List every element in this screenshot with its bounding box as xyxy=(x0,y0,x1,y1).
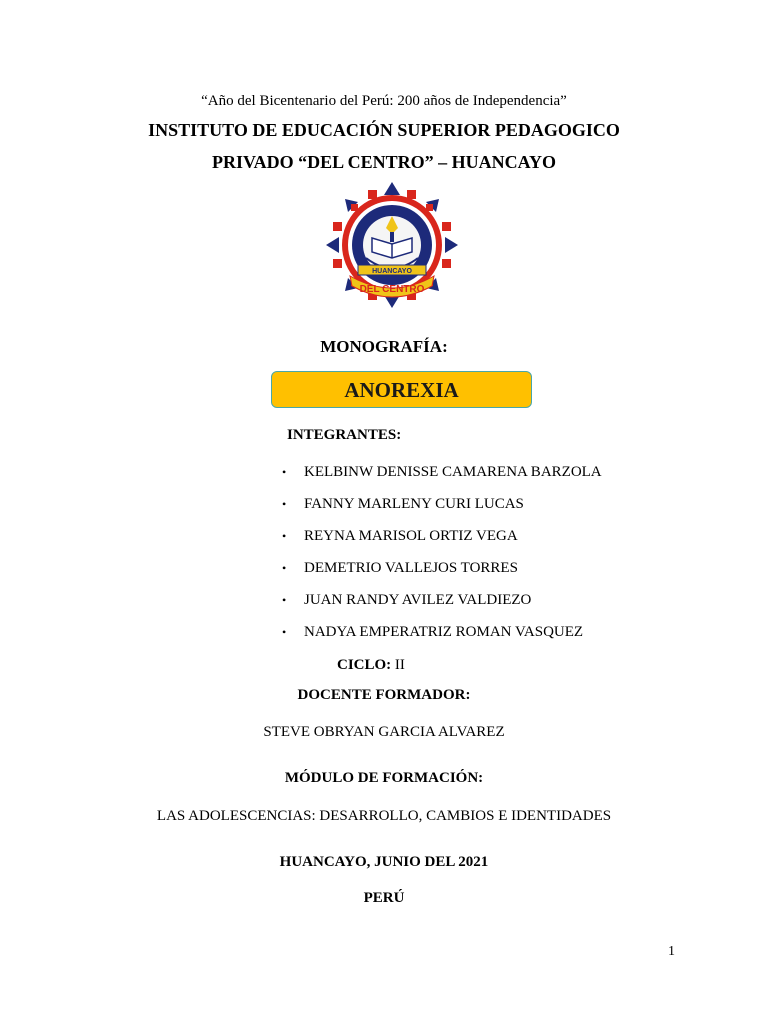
modulo-label: MÓDULO DE FORMACIÓN: xyxy=(284,770,484,786)
member-name: DEMETRIO VALLEJOS TORRES xyxy=(304,560,518,576)
list-item xyxy=(282,560,602,592)
bullet-icon: • xyxy=(282,465,287,479)
bullet-icon: • xyxy=(282,593,287,607)
member-name: KELBINW DENISSE CAMARENA BARZOLA xyxy=(304,464,602,480)
docente-label: DOCENTE FORMADOR: xyxy=(297,687,471,703)
member-name: FANNY MARLENY CURI LUCAS xyxy=(304,496,524,512)
institution-name-line2: PRIVADO “DEL CENTRO” – HUANCAYO xyxy=(211,152,557,172)
ciclo-label: CICLO: xyxy=(337,657,392,673)
list-item xyxy=(282,528,602,560)
bullet-icon: • xyxy=(282,561,287,575)
monografia-label: MONOGRAFÍA: xyxy=(320,337,448,356)
logo-banner-text: DEL CENTRO xyxy=(359,284,425,295)
ciclo-value: II xyxy=(391,657,405,673)
date-line: HUANCAYO, JUNIO DEL 2021 xyxy=(279,854,489,870)
docente-name: STEVE OBRYAN GARCIA ALVAREZ xyxy=(263,724,505,740)
member-name: JUAN RANDY AVILEZ VALDIEZO xyxy=(304,592,532,608)
bullet-icon: • xyxy=(282,497,287,511)
list-item xyxy=(282,496,602,528)
monografia-title: ANOREXIA xyxy=(271,371,532,408)
country-line: PERÚ xyxy=(363,890,405,906)
logo-ribbon-text: HUANCAYO xyxy=(372,268,412,275)
ciclo-line xyxy=(337,657,405,674)
list-item xyxy=(282,624,602,656)
integrantes-label: INTEGRANTES: xyxy=(287,427,402,443)
member-name: NADYA EMPERATRIZ ROMAN VASQUEZ xyxy=(304,624,584,640)
institution-logo xyxy=(326,182,458,308)
motto-line: “Año del Bicentenario del Perú: 200 años de Independencia” xyxy=(201,93,567,109)
page-number: 1 xyxy=(668,944,675,959)
members-list xyxy=(282,464,602,656)
bullet-icon: • xyxy=(282,625,287,639)
institution-name-line1: INSTITUTO DE EDUCACIÓN SUPERIOR PEDAGOGICO xyxy=(148,120,620,140)
list-item xyxy=(282,464,602,496)
member-name: REYNA MARISOL ORTIZ VEGA xyxy=(304,528,518,544)
list-item xyxy=(282,592,602,624)
modulo-name: LAS ADOLESCENCIAS: DESARROLLO, CAMBIOS E IDENTIDADES xyxy=(156,808,612,824)
bullet-icon: • xyxy=(282,529,287,543)
